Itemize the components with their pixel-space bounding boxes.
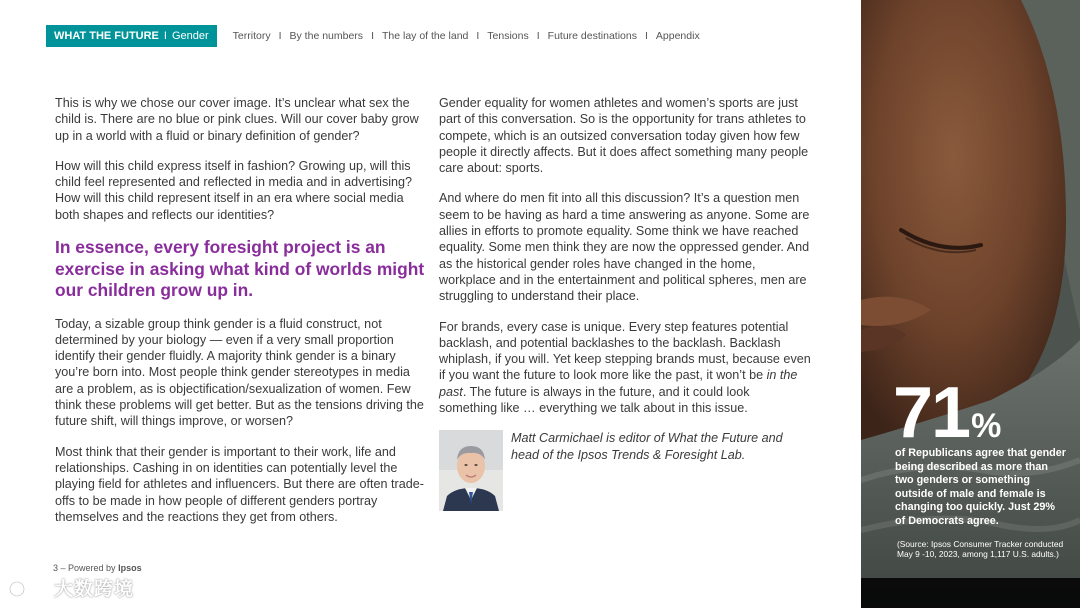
nav-current-section[interactable]	[46, 25, 217, 47]
pull-quote: In essence, every foresight project is an exercise in asking what kind of worlds might our children grow up in.	[55, 237, 425, 301]
body-paragraph: Today, a sizable group think gender is a fluid construct, not determined by your biology — even if a very small proportion identify their gender fluidly. A majority think gender is a binary you’re born into. Most people think gender stereotypes in media are a problem, as is objectification/sexualization of women. Few think these problems will get better. But as the tensions driving the future shift, will things improve, or worsen?	[55, 316, 424, 429]
nav-links	[233, 30, 700, 42]
stat-percent: %	[971, 407, 1002, 445]
nav-link-territory[interactable]: Territory	[232, 30, 271, 42]
page-number: 3 –	[53, 563, 66, 573]
powered-by: Powered by	[68, 563, 116, 573]
nav-link-tensions[interactable]: Tensions	[487, 30, 529, 42]
nav-link-by-the-numbers[interactable]: By the numbers	[289, 30, 364, 42]
nav-link-lay-of-the-land[interactable]: The lay of the land	[381, 30, 469, 42]
stat-description: of Republicans agree that gender being described as more than two genders or something outside of male and female is changing too quickly. Just 29% of Democrats agree.	[895, 447, 1066, 527]
author-photo	[439, 430, 503, 511]
paragraph-text: . The future is always in the future, and it could look something like … everything we talk about in this issue.	[439, 384, 750, 416]
nav-separator: I	[163, 30, 167, 42]
author-block	[439, 430, 811, 511]
watermark	[8, 574, 134, 601]
nav-separator: I	[644, 30, 648, 42]
nav-section: Gender	[171, 30, 209, 42]
nav-separator: I	[476, 30, 480, 42]
nav-link-appendix[interactable]: Appendix	[655, 30, 700, 42]
nav-brand: WHAT THE FUTURE	[54, 30, 159, 42]
stat-number: 71	[893, 373, 970, 453]
nav-separator: I	[536, 30, 540, 42]
left-column	[55, 95, 427, 539]
body-paragraph: Most think that their gender is important to their work, life and relationships. Cashing in on identities can potentially level the playing field for athletes and influencers. But there are often trade-offs to be made in how people of different genders portray themselves and the reactions they get from others.	[55, 444, 424, 524]
stat-source: (Source: Ipsos Consumer Tracker conducted May 9 -10, 2023, among 1,117 U.S. adults.)	[897, 539, 1064, 560]
nav-separator: I	[278, 30, 282, 42]
footer	[53, 563, 142, 573]
top-nav	[46, 25, 700, 47]
body-paragraph: This is why we chose our cover image. It’s unclear what sex the child is. There are no blue or pink clues. Will our cover baby grow up in a world with a fluid or binary definition of gender?	[55, 96, 419, 143]
italic-phrase: in the past	[439, 368, 798, 399]
author-caption: Matt Carmichael is editor of What the Future and head of the Ipsos Trends & Foresight Lab.	[511, 431, 783, 462]
watermark-text: 大数跨境	[54, 579, 135, 600]
footer-brand: Ipsos	[118, 563, 142, 573]
body-paragraph: And where do men fit into all this discussion? It’s a question men seem to be having as hard a time answering as anyone. Some are allies in efforts to promote equality. Some think we have reached equality. Some men think they are now the oppressed gender. And as the historical gender roles have changed in the home, workplace and in the entertainment and political spheres, men are struggling to understand their place.	[439, 191, 810, 304]
middle-column	[439, 95, 811, 511]
stat-figure	[893, 373, 1002, 453]
body-paragraph	[439, 319, 811, 417]
nav-separator: I	[371, 30, 374, 42]
nav-link-future-destinations[interactable]: Future destinations	[547, 30, 637, 42]
watermark-logo-icon	[8, 577, 48, 599]
paragraph-text: For brands, every case is unique. Every step features potential backlash, and potential backlashes to the backlash. Backlash whiplash, if you will. Yet keep stepping brands must, because even if you want the future to look more like the past, it won’t be	[439, 319, 811, 383]
body-paragraph: How will this child express itself in fashion? Growing up, will this child feel represented and reflected in media and in advertising? How will this child represent itself in an era where social media both shapes and reflects our identities?	[55, 158, 413, 222]
body-paragraph: Gender equality for women athletes and women’s sports are just part of this conversation. So is the opportunity for trans athletes to compete, which is an outsized conversation today given how few people it directly affects. But it does affect something many people care about: sports.	[439, 96, 809, 176]
